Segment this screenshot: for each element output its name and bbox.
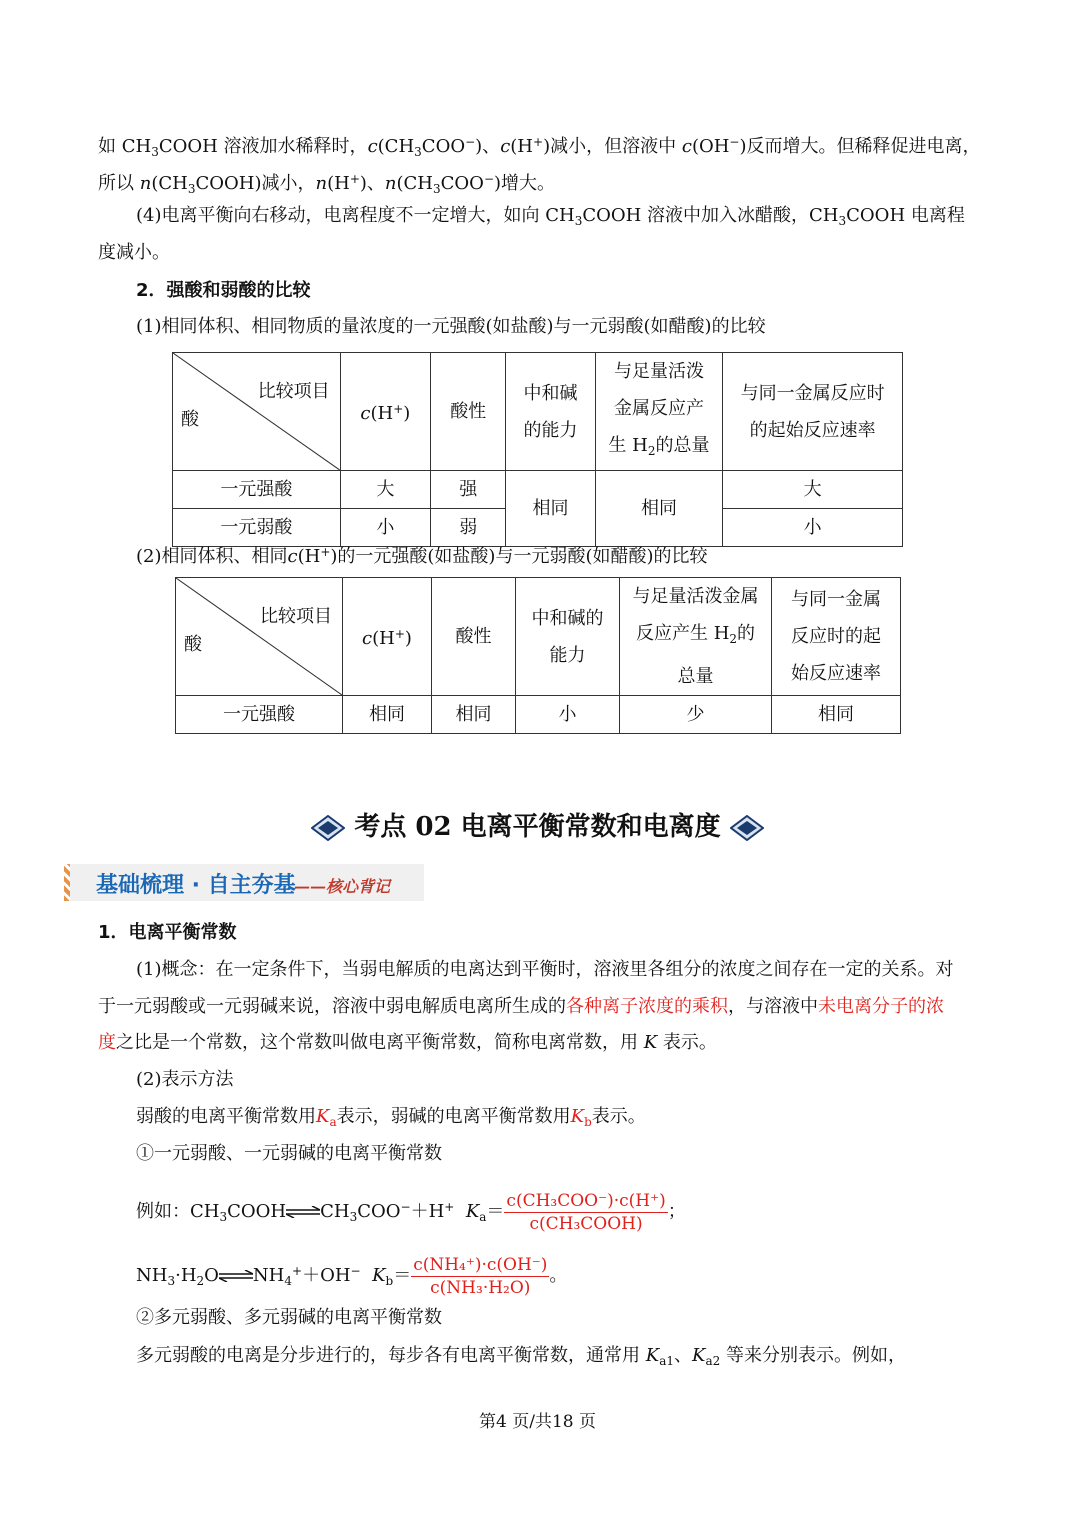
table2-row-conc: 相同 bbox=[343, 696, 432, 734]
equation-ammonia: $NH_3\cdot H_2O$ $NH_4^++OH^-$ $K_b=$ $\frac{\text{c(NH₄⁺)·c(OH⁻)}}{\text{c(NH₃·H₂O)}}$ 。 bbox=[136, 1254, 568, 1298]
table2-header-acidity: 酸性 bbox=[432, 578, 516, 696]
table1-row1-acidity: 强 bbox=[431, 471, 506, 509]
banner-title: 基础梳理 · 自主夯基 bbox=[96, 873, 296, 898]
table2-row-acidity: 相同 bbox=[432, 696, 516, 734]
para-dilution-line1: 如 $CH_3COOH$ 溶液加水稀释时，$c(CH_3COO^-)$、c(H+)减小，但溶液中 c(OH−)反而增大。但稀释促进电离， bbox=[98, 135, 981, 159]
para-shift-line1: (4)电离平衡向右移动，电离程度不一定增大，如向 $CH_3COOH$ 溶液中加入冰醋酸，$CH_3COOH$ 电离程 bbox=[136, 205, 965, 228]
section-heading-text: 考点 02 电离平衡常数和电离度 bbox=[354, 812, 721, 842]
table2-corner-cell bbox=[176, 578, 343, 696]
s1-title: 1．电离平衡常数 bbox=[98, 922, 237, 943]
polyacid-line: 多元弱酸的电离是分步进行的，每步各有电离平衡常数，通常用 $K_{a1}$、$K_{a2}$ 等来分别表示。例如， bbox=[136, 1345, 906, 1368]
equilibrium-arrow-icon bbox=[219, 1270, 253, 1282]
diamond-ornament-right-icon bbox=[730, 815, 764, 841]
table2-corner-bottom: 酸 bbox=[184, 634, 202, 655]
table1-header-h2: 与足量活泼 金属反应产 生 $H_2$的总量 bbox=[595, 353, 723, 471]
table1-header-rate: 与同一金属反应时 的起始反应速率 bbox=[723, 353, 903, 471]
diamond-ornament-left-icon bbox=[311, 815, 345, 841]
table2-header-rate: 与同一金属 反应时的起 始反应速率 bbox=[772, 578, 901, 696]
banner-subtitle: ——核心背记 bbox=[294, 877, 391, 896]
table2-row-label: 一元强酸 bbox=[176, 696, 343, 734]
table1-header-acidity: 酸性 bbox=[431, 353, 506, 471]
section-2-title: 2．强酸和弱酸的比较 bbox=[136, 280, 311, 301]
table1-neutral-value: 相同 bbox=[506, 471, 595, 547]
table1-corner-bottom: 酸 bbox=[181, 409, 199, 430]
foundation-banner bbox=[64, 864, 424, 901]
table1-row1-label: 一元强酸 bbox=[173, 471, 341, 509]
table1-row1-conc: 大 bbox=[340, 471, 430, 509]
table1-row2-conc: 小 bbox=[340, 509, 430, 547]
method-title: (2)表示方法 bbox=[136, 1069, 234, 1090]
table1-row2-acidity: 弱 bbox=[431, 509, 506, 547]
concept-line1: (1)概念：在一定条件下，当弱电解质的电离达到平衡时，溶液里各组分的浓度之间存在一定的关系。对 bbox=[136, 959, 954, 980]
item2-title: ②多元弱酸、多元弱碱的电离平衡常数 bbox=[136, 1307, 442, 1328]
banner-stripe bbox=[64, 864, 70, 901]
table2-row-neutral: 小 bbox=[516, 696, 620, 734]
comparison-table-2 bbox=[175, 577, 901, 734]
equilibrium-arrow-icon bbox=[286, 1206, 320, 1218]
table-row bbox=[176, 696, 901, 734]
table2-row-h2: 少 bbox=[620, 696, 772, 734]
kb-fraction: $\frac{\text{c(NH₄⁺)·c(OH⁻)}}{\text{c(NH₃·H₂O)}}$ bbox=[413, 1254, 548, 1298]
table2-header-conc: c(H+) bbox=[343, 578, 432, 696]
table2-corner-top: 比较项目 bbox=[260, 606, 332, 627]
table1-corner-cell bbox=[173, 353, 341, 471]
table1-row1-rate: 大 bbox=[723, 471, 903, 509]
page-footer: 第4 页/共18 页 bbox=[479, 1412, 596, 1432]
table1-header-conc: c(H+) bbox=[340, 353, 430, 471]
concept-line2: 于一元弱酸或一元弱碱来说，溶液中弱电解质电离所生成的各种离子浓度的乘积，与溶液中未电离分子的浓 bbox=[98, 996, 944, 1017]
table2-row-rate: 相同 bbox=[772, 696, 901, 734]
equation-acetic: 例如：$CH_3COOH$ $CH_3COO^-+H^+$ $K_a=$ $\frac{\text{c(CH₃COO⁻)·c(H⁺)}}{\text{c(CH₃COOH)}}$ ； bbox=[136, 1190, 686, 1234]
para-shift-line2: 度减小。 bbox=[98, 242, 170, 263]
subsection-2-title: (2)相同体积、相同c(H+)的一元强酸(如盐酸)与一元弱酸(如醋酸)的比较 bbox=[136, 545, 708, 567]
table-row bbox=[173, 471, 903, 509]
table1-row2-label: 一元弱酸 bbox=[173, 509, 341, 547]
ka-fraction: $\frac{\text{c(CH₃COO⁻)·c(H⁺)}}{\text{c(CH₃COOH)}}$ bbox=[506, 1190, 666, 1234]
table2-header-neutral: 中和碱的 能力 bbox=[516, 578, 620, 696]
section-heading bbox=[0, 806, 1075, 843]
table1-row2-rate: 小 bbox=[723, 509, 903, 547]
table2-header-h2: 与足量活泼金属 反应产生 $H_2$的 总量 bbox=[620, 578, 772, 696]
table1-h2-value: 相同 bbox=[595, 471, 723, 547]
method-line1: 弱酸的电离平衡常数用$K_a$表示，弱碱的电离平衡常数用$K_b$表示。 bbox=[136, 1106, 646, 1129]
concept-line3: 度之比是一个常数，这个常数叫做电离平衡常数，简称电离常数，用 K 表示。 bbox=[98, 1032, 717, 1053]
item1-title: ①一元弱酸、一元弱碱的电离平衡常数 bbox=[136, 1143, 442, 1164]
comparison-table-1 bbox=[172, 352, 903, 547]
table1-corner-top: 比较项目 bbox=[257, 381, 330, 402]
subsection-1-title: (1)相同体积、相同物质的量浓度的一元强酸(如盐酸)与一元弱酸(如醋酸)的比较 bbox=[136, 316, 766, 337]
table1-header-neutral: 中和碱 的能力 bbox=[506, 353, 595, 471]
para-dilution-line2: 所以 $n(CH_3COOH)$减小，n(H+)、$n(CH_3COO^-)$增大。 bbox=[98, 172, 556, 196]
